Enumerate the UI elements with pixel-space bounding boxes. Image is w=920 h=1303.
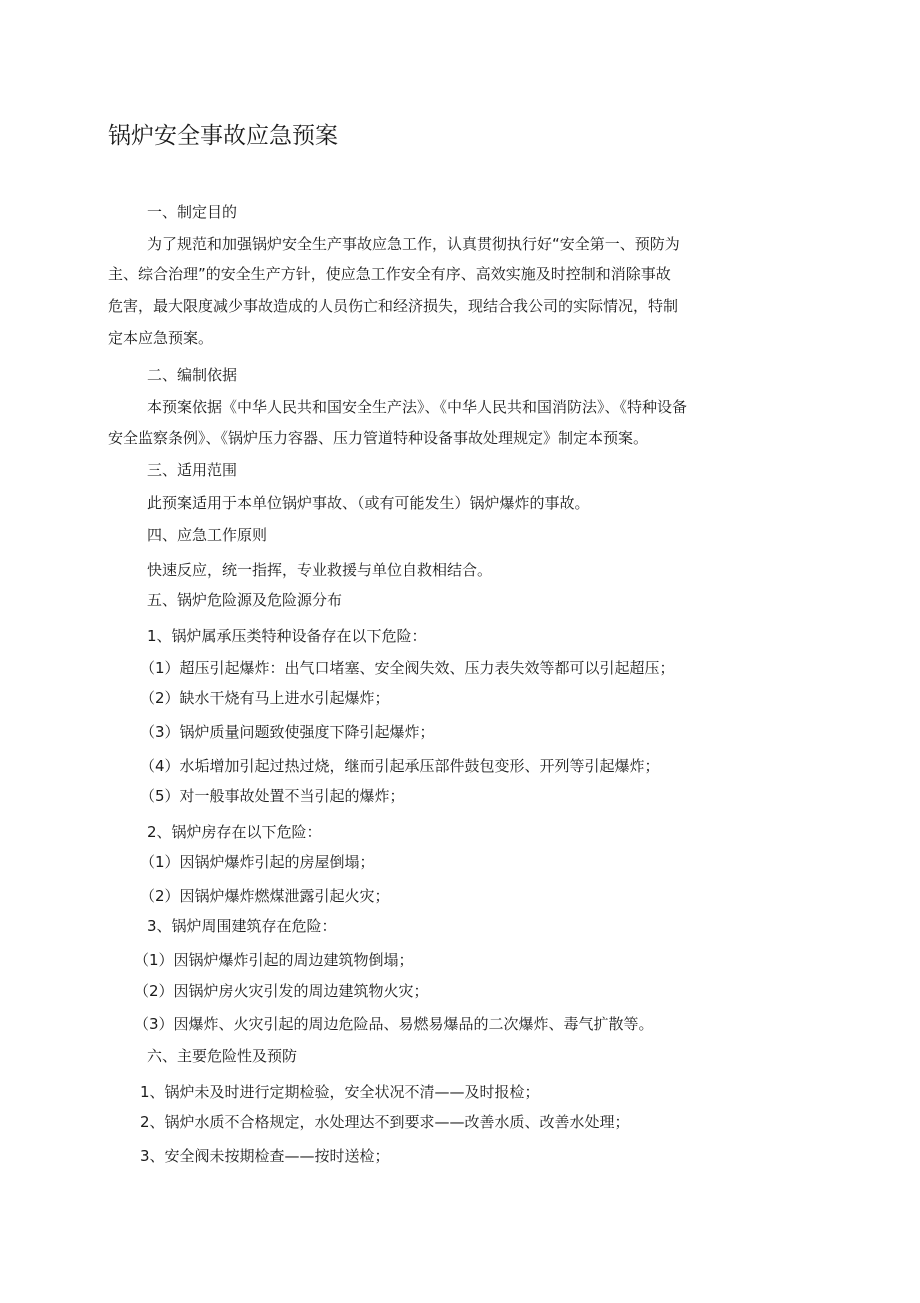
list-item: （4）水垢增加引起过热过烧，继而引起承压部件鼓包变形、开列等引起爆炸； bbox=[140, 757, 660, 775]
list-item: （3）因爆炸、火灾引起的周边危险品、易燃易爆品的二次爆炸、毒气扩散等。 bbox=[134, 1015, 654, 1033]
paragraph-line: 本预案依据《中华人民共和国安全生产法》、《中华人民共和国消防法》、《特种设备 bbox=[147, 398, 688, 416]
section-heading: 五、锅炉危险源及危险源分布 bbox=[147, 591, 343, 609]
paragraph-line: 安全监察条例》、《锅炉压力容器、压力管道特种设备事故处理规定》制定本预案。 bbox=[108, 429, 649, 447]
list-item: 1、锅炉属承压类特种设备存在以下危险： bbox=[147, 627, 427, 645]
list-item: （5）对一般事故处置不当引起的爆炸； bbox=[140, 787, 405, 805]
list-item: 3、锅炉周围建筑存在危险： bbox=[147, 917, 337, 935]
list-item: （1）超压引起爆炸：出气口堵塞、安全阀失效、压力表失效等都可以引起超压； bbox=[140, 659, 675, 677]
list-item: （3）锅炉质量问题致使强度下降引起爆炸； bbox=[140, 723, 435, 741]
paragraph-line: 主、综合治理”的安全生产方针，使应急工作安全有序、高效实施及时控制和消除事故 bbox=[108, 265, 671, 283]
list-item: （2）缺水干烧有马上进水引起爆炸； bbox=[140, 689, 390, 707]
section-heading: 二、编制依据 bbox=[147, 366, 238, 384]
list-item: （2）因锅炉房火灾引发的周边建筑物火灾； bbox=[134, 982, 429, 1000]
paragraph-line: 为了规范和加强锅炉安全生产事故应急工作，认真贯彻执行好“安全第一、预防为 bbox=[147, 235, 680, 253]
section-heading: 六、主要危险性及预防 bbox=[147, 1047, 298, 1065]
document-title: 锅炉安全事故应急预案 bbox=[108, 123, 338, 149]
paragraph-line: 危害，最大限度减少事故造成的人员伤亡和经济损失，现结合我公司的实际情况，特制 bbox=[108, 297, 679, 315]
list-item: 2、锅炉水质不合格规定，水处理达不到要求——改善水质、改善水处理； bbox=[140, 1113, 630, 1131]
paragraph-line: 定本应急预案。 bbox=[108, 329, 214, 347]
paragraph-line: 此预案适用于本单位锅炉事故、（或有可能发生）锅炉爆炸的事故。 bbox=[147, 494, 590, 512]
paragraph-line: 快速反应，统一指挥，专业救援与单位自救相结合。 bbox=[147, 561, 493, 579]
list-item: 1、锅炉未及时进行定期检验，安全状况不清——及时报检； bbox=[140, 1083, 540, 1101]
list-item: （2）因锅炉爆炸燃煤泄露引起火灾； bbox=[140, 887, 390, 905]
section-heading: 三、适用范围 bbox=[147, 461, 238, 479]
list-item: 2、锅炉房存在以下危险： bbox=[147, 823, 322, 841]
list-item: 3、安全阀未按期检查——按时送检； bbox=[140, 1147, 390, 1165]
list-item: （1）因锅炉爆炸引起的房屋倒塌； bbox=[140, 853, 375, 871]
section-heading: 四、应急工作原则 bbox=[147, 526, 268, 544]
list-item: （1）因锅炉爆炸引起的周边建筑物倒塌； bbox=[134, 951, 414, 969]
section-heading: 一、制定目的 bbox=[147, 203, 238, 221]
